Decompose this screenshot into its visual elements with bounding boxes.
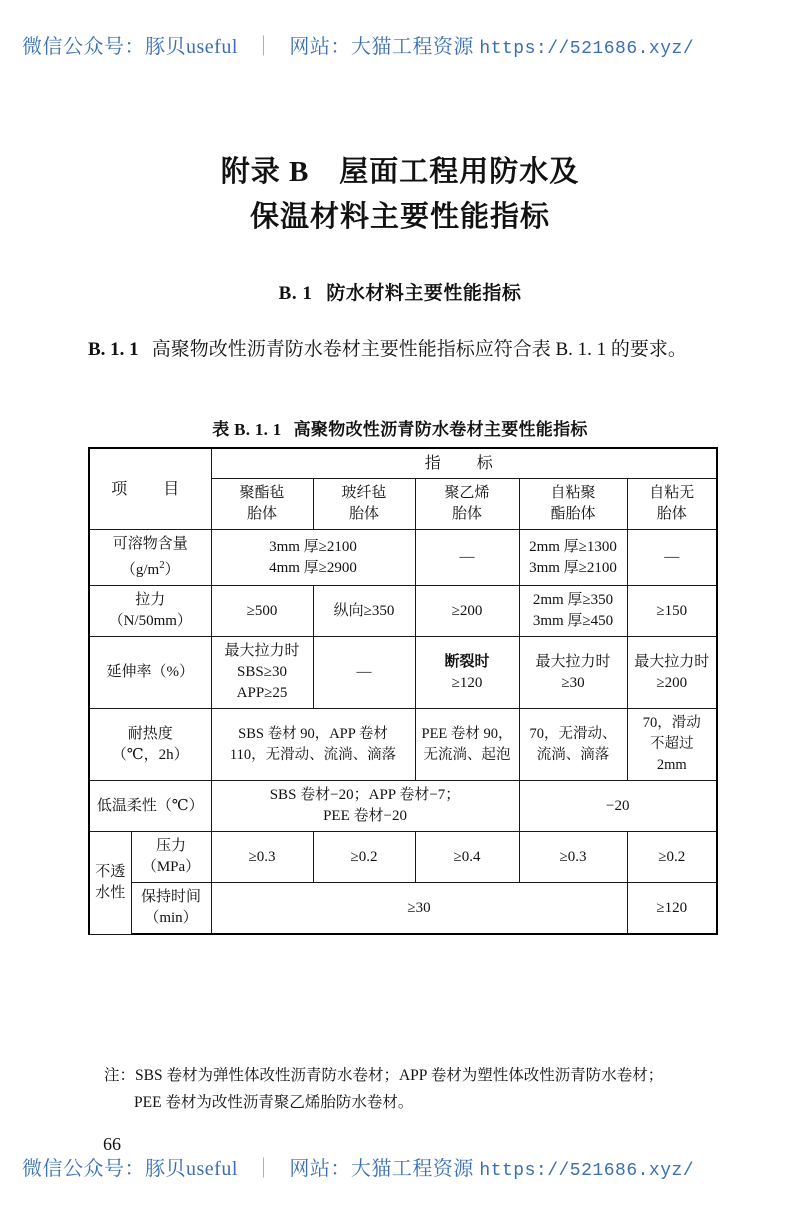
- row3-cell-e: [627, 637, 717, 709]
- row1-cell-e: —: [627, 530, 717, 586]
- header-col-polyethylene: [415, 479, 519, 530]
- header-col-selfadhesive-none: [627, 479, 717, 530]
- spec-table-wrapper: [88, 447, 716, 935]
- table-note: [104, 1062, 744, 1116]
- row4-cell-e-line1: 70，滑动: [642, 715, 701, 731]
- appendix-title-line2: 保温材料主要性能指标: [249, 201, 550, 233]
- appendix-title: [0, 150, 800, 240]
- table-row-elongation: [89, 637, 717, 709]
- row1-label-line2: $(g/m^2)$: [120, 559, 180, 578]
- row5-cell-abc: [211, 781, 519, 832]
- watermark-bottom: [0, 1152, 800, 1181]
- row7-sublabel-line2: （min）: [144, 910, 198, 926]
- row3-cell-c-line2: ≥120: [451, 674, 483, 691]
- table-row-impermeability-duration: [89, 883, 717, 935]
- row3-cell-c: [415, 637, 519, 709]
- clause-number: B. 1. 1: [88, 339, 139, 360]
- appendix-title-line1: 附录 B 屋面工程用防水及: [220, 156, 580, 188]
- header-col-a-line2: 胎体: [247, 506, 278, 522]
- row4-label-line2: （℃，2h）: [111, 746, 189, 763]
- clause-b-1-1: [88, 333, 718, 366]
- row4-cell-d: [519, 709, 627, 781]
- row4-cell-ab-line2: 110，无滑动、流淌、滴落: [229, 746, 397, 763]
- row3-cell-d-line2: ≥30: [561, 674, 585, 691]
- row2-cell-a: ≥500: [211, 586, 313, 637]
- watermark-top: [0, 30, 800, 59]
- table-row-soluble-content: [89, 530, 717, 586]
- header-col-selfadhesive-polyester: [519, 479, 627, 530]
- row6-sublabel-line1: 压力: [156, 838, 187, 854]
- row4-cell-c: [415, 709, 519, 781]
- row3-cell-e-line1: 最大拉力时: [634, 653, 710, 670]
- row1-cell-d: [519, 530, 627, 586]
- row3-cell-a: [211, 637, 313, 709]
- row6-cell-b: ≥0.2: [313, 832, 415, 883]
- row3-cell-a-line1: 最大拉力时: [224, 643, 300, 659]
- row2-cell-d: [519, 586, 627, 637]
- row4-cell-c-line1: PEE 卷材 90，: [421, 725, 513, 742]
- row4-cell-d-line2: 流淌、滴落: [536, 746, 610, 763]
- row-label-tensile-force: [89, 586, 211, 637]
- section-title: 防水材料主要性能指标: [326, 283, 522, 304]
- row-label-elongation: 延伸率（%）: [89, 637, 211, 709]
- row1-cell-ab-line2: 4mm 厚≥2900: [269, 559, 357, 576]
- section-heading: [0, 278, 800, 305]
- table-row-heat-resistance: [89, 709, 717, 781]
- row4-cell-e-line3: 2mm: [656, 757, 687, 773]
- row-label-low-temp-flexibility: 低温柔性（℃）: [89, 781, 211, 832]
- row-sublabel-pressure: [131, 832, 211, 883]
- row-label-heat-resistance: [89, 709, 211, 781]
- row5-cell-abc-line1: SBS 卷材−20；APP 卷材−7；: [269, 787, 461, 803]
- row5-cell-abc-line2: PEE 卷材−20: [323, 808, 407, 824]
- row2-label-line1: 拉力: [135, 592, 166, 608]
- row7-cell-e: ≥120: [627, 883, 717, 935]
- row2-cell-d-line2: 3mm 厚≥450: [532, 613, 614, 629]
- header-col-b-line1: 玻纤毡: [341, 485, 387, 501]
- table-note-line1: 注：SBS 卷材为弹性体改性沥青防水卷材；APP 卷材为塑性体改性沥青防水卷材；: [104, 1067, 664, 1084]
- row6-label-line1: 不透: [95, 863, 126, 880]
- table-row-low-temp-flexibility: [89, 781, 717, 832]
- row-label-soluble-content: [89, 530, 211, 586]
- table-caption-number: 表 B. 1. 1: [212, 420, 282, 439]
- row6-sublabel-line2: （MPa）: [141, 859, 201, 875]
- row-sublabel-holding-time: [131, 883, 211, 935]
- table-header-row-1: [89, 448, 717, 479]
- header-col-b-line2: 胎体: [349, 506, 380, 522]
- section-number: B. 1: [278, 283, 313, 304]
- row-label-impermeability: [89, 832, 131, 935]
- header-col-e-line1: 自粘无: [649, 485, 695, 501]
- row4-cell-c-line2: 无流淌、起泡: [423, 746, 511, 763]
- row2-cell-c: ≥200: [415, 586, 519, 637]
- header-indicator-cell: 指 标: [211, 448, 717, 479]
- header-item-cell: 项 目: [89, 448, 211, 530]
- table-caption: [0, 415, 800, 440]
- row1-cell-ab-line1: 3mm 厚≥2100: [269, 538, 357, 555]
- header-col-d-line2: 酯胎体: [550, 506, 596, 522]
- watermark-site-label: 网站：大猫工程资源: [289, 36, 474, 58]
- row3-cell-e-line2: ≥200: [656, 674, 688, 691]
- table-row-impermeability-pressure: [89, 832, 717, 883]
- header-col-c-line1: 聚乙烯: [444, 485, 490, 501]
- row3-cell-a-line3: APP≥25: [236, 685, 288, 701]
- watermark-bottom-wechat-label: 微信公众号：豚贝useful: [22, 1158, 238, 1180]
- header-col-glassfiber-felt: [313, 479, 415, 530]
- row6-cell-d: ≥0.3: [519, 832, 627, 883]
- watermark-wechat-label: 微信公众号：豚贝useful: [22, 36, 238, 58]
- row6-cell-c: ≥0.4: [415, 832, 519, 883]
- row7-cell-abcd: ≥30: [211, 883, 627, 935]
- watermark-bottom-site-label: 网站：大猫工程资源: [289, 1158, 474, 1180]
- watermark-bottom-separator: ｜: [253, 1158, 274, 1180]
- watermark-url: https://521686.xyz/: [479, 39, 695, 59]
- header-col-e-line2: 胎体: [656, 506, 687, 522]
- row4-cell-e: [627, 709, 717, 781]
- row3-cell-b: —: [313, 637, 415, 709]
- row2-cell-d-line1: 2mm 厚≥350: [532, 592, 614, 608]
- row3-cell-d: [519, 637, 627, 709]
- row4-label-line1: 耐热度: [127, 725, 173, 742]
- row3-cell-a-line2: SBS≥30: [237, 664, 287, 680]
- header-col-c-line2: 胎体: [452, 506, 483, 522]
- row4-cell-e-line2: 不超过: [650, 736, 694, 752]
- row6-cell-e: ≥0.2: [627, 832, 717, 883]
- row4-cell-d-line1: 70，无滑动、: [529, 725, 617, 742]
- table-row-tensile-force: [89, 586, 717, 637]
- spec-table: [88, 447, 718, 935]
- page-number: 66: [103, 1134, 121, 1154]
- table-caption-title: 高聚物改性沥青防水卷材主要性能指标: [293, 420, 588, 439]
- row4-cell-ab: [211, 709, 415, 781]
- row2-cell-b: 纵向≥350: [313, 586, 415, 637]
- row1-cell-d-line2: 3mm 厚≥2100: [529, 559, 617, 576]
- header-col-d-line1: 自粘聚: [550, 485, 596, 501]
- header-col-polyester-felt: [211, 479, 313, 530]
- row5-cell-de: −20: [519, 781, 717, 832]
- row6-cell-a: ≥0.3: [211, 832, 313, 883]
- header-col-a-line1: 聚酯毡: [239, 485, 285, 501]
- clause-text: 高聚物改性沥青防水卷材主要性能指标应符合表 B. 1. 1 的要求。: [151, 339, 687, 360]
- row3-cell-c-line1: 断裂时: [444, 653, 490, 670]
- row2-label-line2: （N/50mm）: [108, 613, 192, 629]
- row1-cell-ab: [211, 530, 415, 586]
- watermark-separator: ｜: [253, 36, 274, 58]
- row3-cell-d-line1: 最大拉力时: [535, 653, 611, 670]
- row7-sublabel-line1: 保持时间: [141, 889, 202, 905]
- row1-cell-c: —: [415, 530, 519, 586]
- row6-label-line2: 水性: [95, 884, 126, 901]
- table-note-line2: PEE 卷材为改性沥青聚乙烯胎防水卷材。: [134, 1094, 414, 1111]
- watermark-bottom-url: https://521686.xyz/: [479, 1161, 695, 1181]
- row4-cell-ab-line1: SBS 卷材 90，APP 卷材: [238, 725, 388, 742]
- row1-label-line1: 可溶物含量: [112, 536, 188, 552]
- row2-cell-e: ≥150: [627, 586, 717, 637]
- row1-cell-d-line1: 2mm 厚≥1300: [529, 538, 617, 555]
